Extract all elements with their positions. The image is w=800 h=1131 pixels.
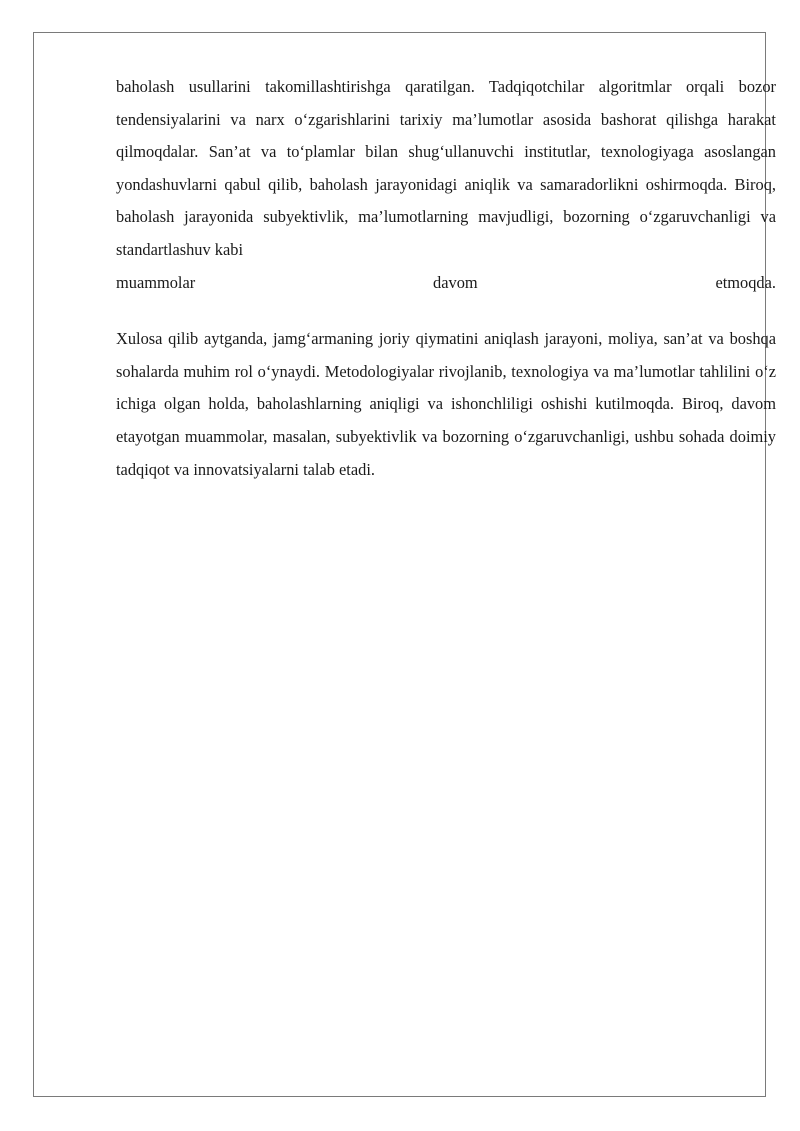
paragraph-2-text: Xulosa qilib aytganda, jamg‘armaning joriy qiymatini aniqlash jarayoni, moliya, san’at va boshqa sohalarda muhim rol o‘ynaydi. Metodologiyalar rivojlanib, texnologiya va ma’lumotlar tahlilini o‘z ichiga olgan holda, baholashlarning aniqligi va ishonchliligi oshishi kutilmoqda. Biroq, davom etayotgan muammolar, masalan, subyektivlik va bozorning o‘zgaruvchanligi, ushbu sohada doimiy tadqiqot va innovatsiyalarni talab etadi. xyxy=(116,329,776,479)
paragraph-1 xyxy=(116,71,776,267)
document-body xyxy=(116,71,776,486)
page-frame xyxy=(33,32,776,1097)
paragraph-2 xyxy=(116,323,776,486)
paragraph-spacer xyxy=(116,299,776,323)
paragraph-1-last-line-text: muammolar davom etmoqda. xyxy=(116,272,776,292)
paragraph-1-text: baholash usullarini takomillashtirishga qaratilgan. Tadqiqotchilar algoritmlar orqali bozor tendensiyalarini va narx o‘zgarishlarini tarixiy ma’lumotlar asosida bashorat qilishga harakat qilmoqdalar. San’at va to‘plamlar bilan shug‘ullanuvchi institutlar, texnologiyaga asoslangan yondashuvlarni qabul qilib, baholash jarayonidagi aniqlik va samaradorlikni oshirmoqda. Biroq, baholash jarayonida subyektivlik, ma’lumotlarning mavjudligi, bozorning o‘zgaruvchanligi va standartlashuv kabi xyxy=(116,77,776,259)
paragraph-1-last-line xyxy=(116,267,776,300)
